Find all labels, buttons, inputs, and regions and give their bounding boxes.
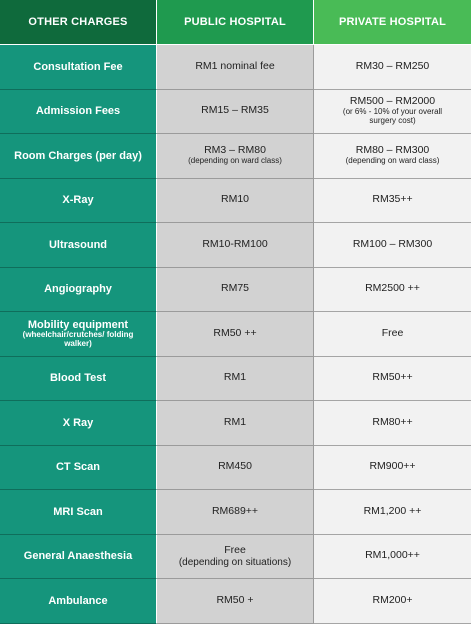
public-cost-mobility-equipment bbox=[157, 312, 314, 357]
header-other-charges: OTHER CHARGES bbox=[0, 0, 157, 45]
public-cost-admission-fees bbox=[157, 90, 314, 135]
public-cost-consultation-fee bbox=[157, 45, 314, 90]
private-cost-text: RM1,000++ bbox=[365, 549, 420, 562]
row-label-text: Angiography bbox=[44, 283, 112, 296]
public-cost-ct-scan bbox=[157, 446, 314, 491]
row-label-general-anaesthesia bbox=[0, 535, 157, 580]
private-cost-text: RM2500 ++ bbox=[365, 282, 420, 295]
row-label-ultrasound bbox=[0, 223, 157, 268]
row-label-text: Consultation Fee bbox=[33, 60, 123, 73]
private-cost-text: RM50++ bbox=[372, 371, 413, 384]
public-cost-text: RM1 bbox=[223, 415, 247, 428]
private-cost-text: Free bbox=[381, 326, 404, 339]
public-cost-x-ray-2 bbox=[157, 401, 314, 446]
private-cost-text: RM30 – RM250 bbox=[355, 59, 430, 72]
public-cost-text: RM689++ bbox=[211, 504, 259, 517]
private-cost-text: RM35++ bbox=[372, 193, 413, 206]
row-label-text: X-Ray bbox=[62, 194, 94, 207]
private-cost-text: RM500 – RM2000 bbox=[349, 95, 436, 108]
private-cost-text: RM900++ bbox=[369, 460, 416, 473]
row-label-text: Ultrasound bbox=[48, 238, 108, 251]
row-label-blood-test bbox=[0, 357, 157, 402]
public-cost-blood-test bbox=[157, 357, 314, 402]
row-label-text: Mobility equipment bbox=[27, 318, 129, 331]
row-label-x-ray bbox=[0, 179, 157, 224]
private-cost-consultation-fee bbox=[314, 45, 471, 90]
row-label-text: MRI Scan bbox=[53, 505, 103, 518]
public-cost-text: RM15 – RM35 bbox=[201, 104, 269, 117]
row-label-ambulance bbox=[0, 579, 157, 624]
public-cost-text: RM50 ++ bbox=[213, 326, 257, 339]
public-cost-text: RM10-RM100 bbox=[202, 237, 268, 250]
private-cost-ultrasound bbox=[314, 223, 471, 268]
private-cost-admission-fees bbox=[314, 90, 471, 135]
row-label-consultation-fee bbox=[0, 45, 157, 90]
public-cost-ambulance bbox=[157, 579, 314, 624]
private-cost-general-anaesthesia bbox=[314, 535, 471, 580]
header-public-hospital: PUBLIC HOSPITAL bbox=[157, 0, 314, 45]
public-cost-text: RM75 bbox=[220, 282, 249, 295]
private-cost-text: RM100 – RM300 bbox=[352, 237, 433, 250]
public-cost-text: RM450 bbox=[218, 460, 252, 473]
row-label-text: X Ray bbox=[62, 416, 94, 429]
row-label-ct-scan bbox=[0, 446, 157, 491]
row-label-x-ray-2 bbox=[0, 401, 157, 446]
public-cost-text: RM3 – RM80 bbox=[204, 144, 266, 157]
public-cost-ultrasound bbox=[157, 223, 314, 268]
public-cost-general-anaesthesia bbox=[157, 535, 314, 580]
private-cost-note: (or 6% - 10% of your overall surgery cost) bbox=[342, 107, 443, 126]
private-cost-text: RM1,200 ++ bbox=[363, 504, 422, 517]
public-cost-x-ray bbox=[157, 179, 314, 224]
public-cost-text: Free bbox=[224, 543, 246, 556]
row-label-text: Room Charges (per day) bbox=[14, 149, 142, 162]
public-cost-mri-scan bbox=[157, 490, 314, 535]
public-cost-text: RM1 nominal fee bbox=[195, 59, 275, 72]
private-cost-text: RM80 – RM300 bbox=[355, 144, 430, 157]
private-cost-text: RM200+ bbox=[372, 593, 413, 606]
public-cost-note: (depending on situations) bbox=[178, 556, 292, 568]
row-label-text: CT Scan bbox=[55, 461, 100, 474]
private-cost-angiography bbox=[314, 268, 471, 313]
row-label-mobility-equipment bbox=[0, 312, 157, 357]
row-label-text: Admission Fees bbox=[35, 105, 121, 118]
public-cost-text: RM10 bbox=[220, 193, 249, 206]
private-cost-text: RM80++ bbox=[372, 415, 413, 428]
public-cost-text: RM50 + bbox=[216, 593, 254, 606]
private-cost-x-ray bbox=[314, 179, 471, 224]
row-label-text: General Anaesthesia bbox=[23, 550, 133, 563]
row-label-text: Ambulance bbox=[48, 594, 108, 607]
row-label-mri-scan bbox=[0, 490, 157, 535]
private-cost-room-charges bbox=[314, 134, 471, 179]
row-label-note: (wheelchair/crutches/ folding walker) bbox=[22, 329, 134, 348]
private-cost-note: (depending on ward class) bbox=[345, 156, 440, 166]
row-label-admission-fees bbox=[0, 90, 157, 135]
private-cost-x-ray-2 bbox=[314, 401, 471, 446]
public-cost-note: (depending on ward class) bbox=[188, 156, 282, 166]
public-cost-room-charges bbox=[157, 134, 314, 179]
private-cost-blood-test bbox=[314, 357, 471, 402]
public-cost-text: RM1 bbox=[223, 371, 247, 384]
row-label-room-charges bbox=[0, 134, 157, 179]
public-cost-angiography bbox=[157, 268, 314, 313]
header-private-hospital: PRIVATE HOSPITAL bbox=[314, 0, 471, 45]
row-label-text: Blood Test bbox=[49, 372, 106, 385]
private-cost-mri-scan bbox=[314, 490, 471, 535]
row-label-angiography bbox=[0, 268, 157, 313]
private-cost-ct-scan bbox=[314, 446, 471, 491]
private-cost-mobility-equipment bbox=[314, 312, 471, 357]
private-cost-ambulance bbox=[314, 579, 471, 624]
